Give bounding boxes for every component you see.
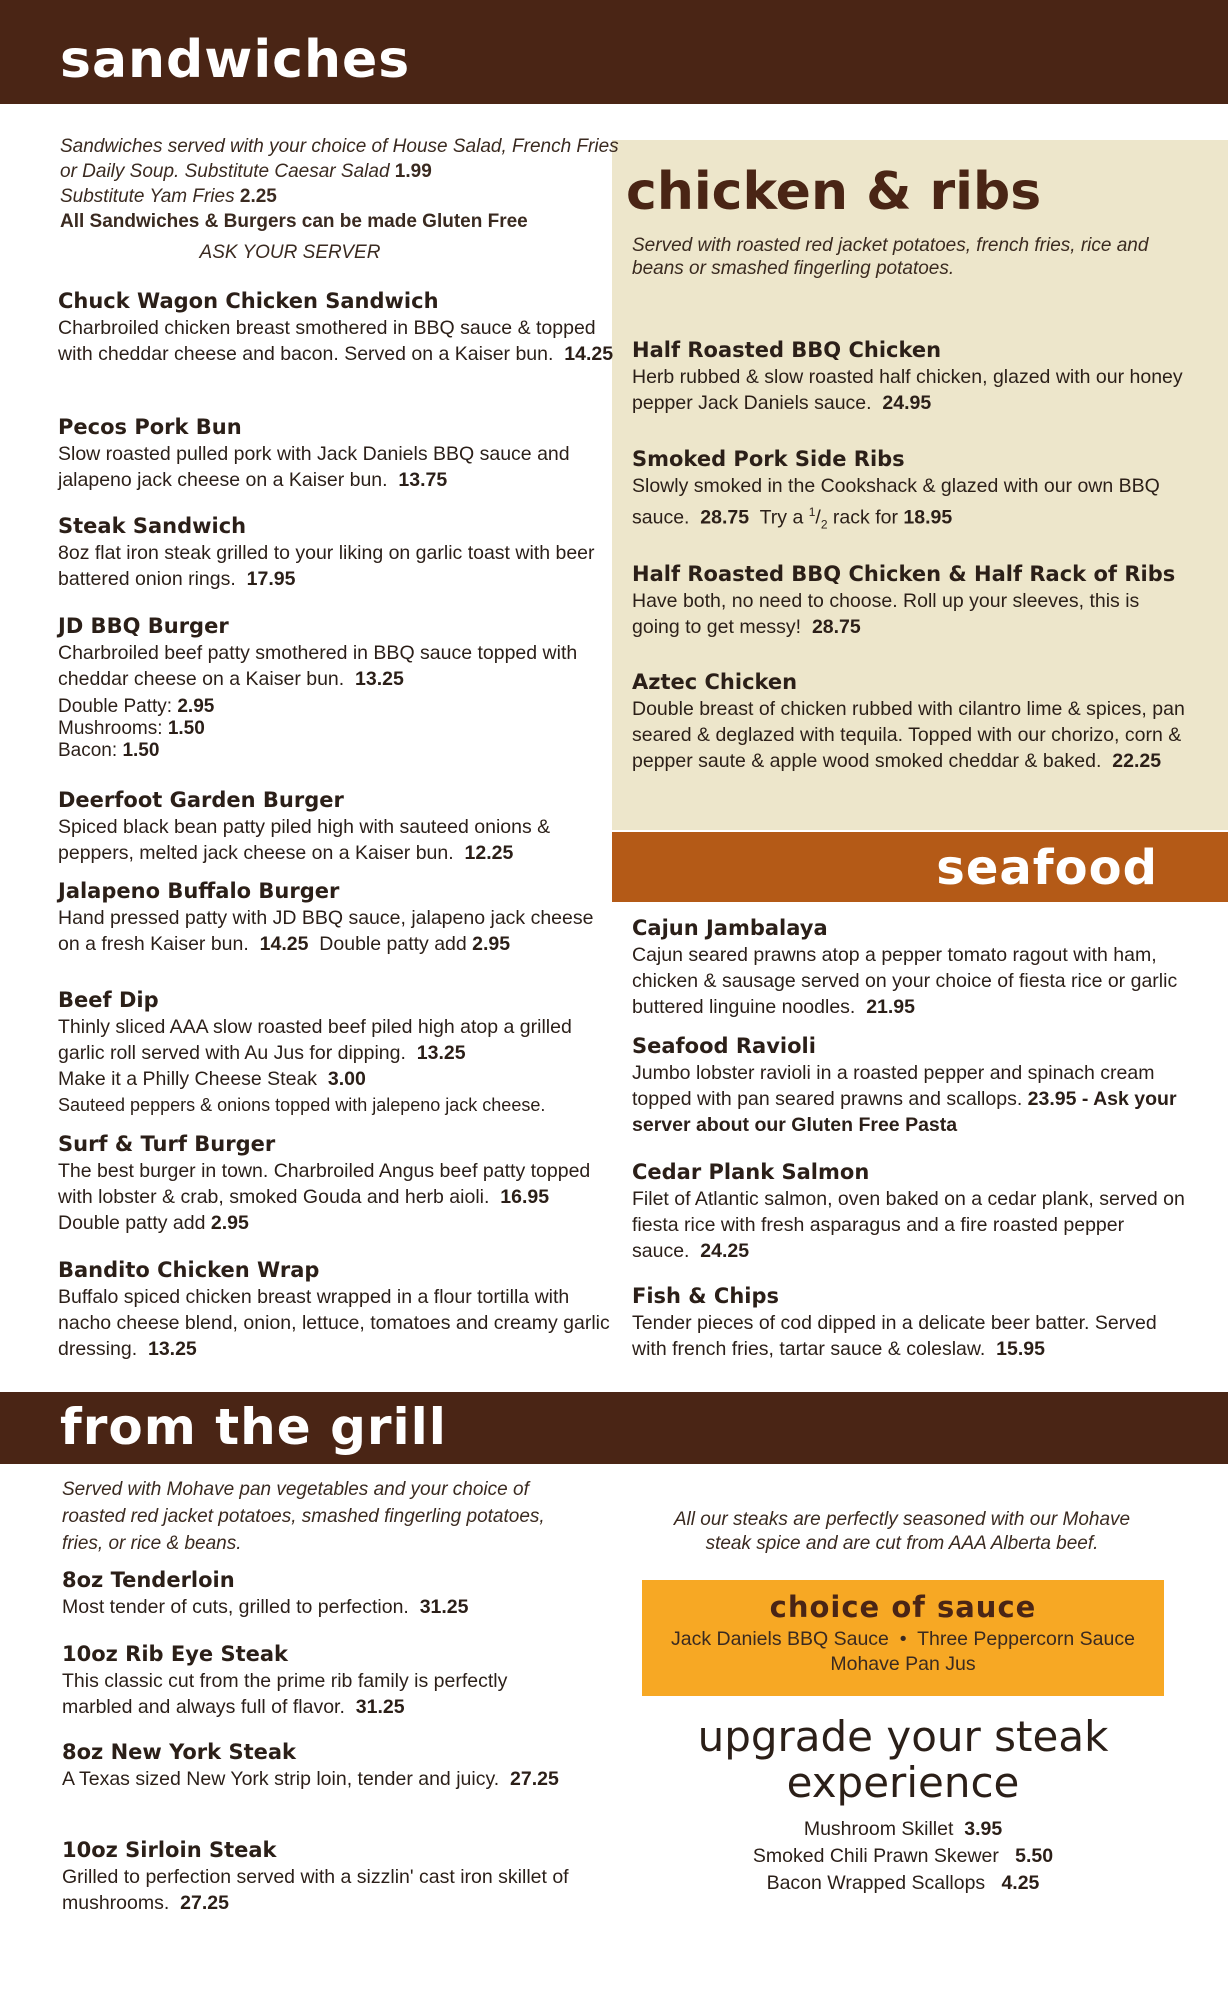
intro-line: or Daily Soup. Substitute Caesar Salad 1.99 bbox=[60, 161, 432, 182]
item-price: 27.25 bbox=[180, 1892, 229, 1914]
menu-item bbox=[62, 1836, 622, 1916]
seafood-header bbox=[612, 832, 1228, 902]
menu-item bbox=[632, 1032, 1192, 1138]
menu-item bbox=[632, 914, 1192, 1020]
grill-title: from the grill bbox=[60, 1398, 447, 1456]
item-price: 13.25 bbox=[416, 1042, 466, 1064]
item-price: 14.25 bbox=[564, 343, 614, 365]
item-desc: Charbroiled beef patty smothered in BBQ sauce topped with cheddar cheese on a Kaiser bun. bbox=[58, 642, 578, 690]
item-name: Smoked Pork Side Ribs bbox=[632, 447, 905, 471]
item-name: Half Roasted BBQ Chicken bbox=[632, 338, 942, 362]
menu-item bbox=[58, 986, 618, 1118]
item-desc: Slow roasted pulled pork with Jack Daniels BBQ sauce and jalapeno jack cheese on a Kaiser bun. bbox=[58, 443, 570, 491]
item-name: Cajun Jambalaya bbox=[632, 916, 828, 940]
gluten-free-note: - Ask your server about our Gluten Free Pasta bbox=[632, 1088, 1177, 1136]
item-price: 28.75 bbox=[811, 616, 861, 638]
bullet-icon: • bbox=[899, 1628, 907, 1650]
grill-intro: Served with Mohave pan vegetables and your choice of roasted red jacket potatoes, smashed fingerling potatoes, fries, or rice & beans. bbox=[62, 1479, 545, 1554]
item-price: 21.95 bbox=[866, 996, 915, 1018]
item-name: Fish & Chips bbox=[632, 1284, 780, 1308]
intro-line: Sandwiches served with your choice of House Salad, French Fries bbox=[60, 136, 619, 157]
item-desc: Most tender of cuts, grilled to perfection. bbox=[62, 1596, 409, 1618]
item-desc: Cajun seared prawns atop a pepper tomato ragout with ham, chicken & sausage served on your choice of fiesta rice or garlic buttered linguine noodles. bbox=[632, 944, 1178, 1018]
item-name: 8oz Tenderloin bbox=[62, 1568, 235, 1592]
item-desc: Double breast of chicken rubbed with cilantro lime & spices, pan seared & deglazed with tequila. Topped with our chorizo, corn & pepper saute & apple wood smoked cheddar & baked. bbox=[632, 698, 1185, 772]
upgrade-heading: upgrade your steak experience bbox=[697, 1712, 1109, 1807]
grill-header bbox=[0, 1392, 1228, 1464]
item-name: Cedar Plank Salmon bbox=[632, 1160, 870, 1184]
item-price: 13.75 bbox=[398, 469, 448, 491]
item-desc: Buffalo spiced chicken breast wrapped in a flour tortilla with nacho cheese blend, onion, lettuce, tomatoes and creamy garlic dressing. bbox=[58, 1286, 610, 1360]
item-desc: Charbroiled chicken breast smothered in BBQ sauce & topped with cheddar cheese and bacon. Served on a Kaiser bun. bbox=[58, 317, 596, 365]
item-desc: Spiced black bean patty piled high with sauteed onions & peppers, melted jack cheese on a Kaiser bun. bbox=[58, 816, 551, 864]
menu-item bbox=[632, 1158, 1192, 1264]
upgrade-item: Mushroom Skillet 3.95 bbox=[803, 1818, 1003, 1840]
menu-item: Smoked Pork Side Ribs Slowly smoked in the Cookshack & glazed with our own BBQ sauce. 28.75 Try a $^1/_2$ rack for 18.95 bbox=[632, 445, 1192, 537]
sauce-list: Jack Daniels BBQ Sauce • Three Peppercorn Sauce bbox=[671, 1628, 1135, 1650]
item-desc: Tender pieces of cod dipped in a delicate beer batter. Served with french fries, tartar sauce & coleslaw. bbox=[632, 1312, 1157, 1360]
item-desc: A Texas sized New York strip loin, tender and juicy. bbox=[62, 1768, 500, 1790]
item-name: JD BBQ Burger bbox=[58, 614, 229, 638]
item-price: 15.95 bbox=[996, 1338, 1045, 1360]
item-name: Beef Dip bbox=[58, 988, 159, 1012]
menu-item bbox=[632, 1282, 1192, 1362]
menu-item bbox=[632, 336, 1192, 416]
item-addon: Double patty add bbox=[319, 933, 467, 955]
item-desc: Herb rubbed & slow roasted half chicken, glazed with our honey pepper Jack Daniels sauce. bbox=[632, 366, 1183, 414]
item-name: Chuck Wagon Chicken Sandwich bbox=[58, 289, 439, 313]
menu-item bbox=[58, 512, 618, 592]
gluten-note: All Sandwiches & Burgers can be made Gluten Free bbox=[60, 211, 528, 232]
item-desc: 8oz flat iron steak grilled to your liking on garlic toast with beer battered onion rings. bbox=[58, 542, 595, 590]
sandwiches-header bbox=[0, 0, 1228, 104]
item-price: 24.95 bbox=[882, 392, 932, 414]
sauce-list: Mohave Pan Jus bbox=[830, 1653, 976, 1675]
item-extra: Mushrooms: 1.50 bbox=[58, 718, 205, 739]
menu-item bbox=[58, 877, 618, 957]
item-price: 31.25 bbox=[355, 1696, 405, 1718]
item-name: 8oz New York Steak bbox=[62, 1740, 296, 1764]
menu-item bbox=[58, 287, 618, 367]
sandwiches-intro bbox=[60, 134, 620, 265]
item-price: 13.25 bbox=[147, 1338, 197, 1360]
item-price: 14.25 bbox=[259, 933, 309, 955]
item-addon: Double patty add bbox=[58, 1212, 206, 1234]
menu-item bbox=[62, 1640, 582, 1720]
item-desc: Filet of Atlantic salmon, oven baked on a cedar plank, served on fiesta rice with fresh asparagus and a fire roasted pepper sauce. bbox=[632, 1188, 1185, 1262]
item-name: Half Roasted BBQ Chicken & Half Rack of Ribs bbox=[632, 562, 1176, 586]
upgrade-item: Smoked Chili Prawn Skewer 5.50 bbox=[752, 1845, 1054, 1867]
item-desc: Jumbo lobster ravioli in a roasted pepper and spinach cream topped with pan seared prawns and scallops. bbox=[632, 1062, 1155, 1110]
item-extra: Double Patty: 2.95 bbox=[58, 696, 215, 717]
addon-price: 2.95 bbox=[210, 1212, 249, 1234]
intro-line: Substitute Yam Fries 2.25 bbox=[60, 186, 277, 207]
item-price: 28.75 bbox=[700, 506, 750, 529]
item-desc: Slowly smoked in the Cookshack & glazed with our own BBQ sauce. bbox=[632, 475, 1160, 529]
item-desc: Have both, no need to choose. Roll up your sleeves, this is going to get messy! bbox=[632, 590, 1140, 638]
item-price: 27.25 bbox=[510, 1768, 559, 1790]
menu-item bbox=[62, 1566, 622, 1620]
menu-item bbox=[58, 786, 618, 866]
menu-item bbox=[58, 612, 618, 762]
item-price: 23.95 bbox=[1027, 1088, 1077, 1110]
menu-item bbox=[58, 1130, 618, 1236]
sandwiches-title: sandwiches bbox=[60, 30, 411, 90]
addon-price: 3.00 bbox=[327, 1068, 366, 1090]
chicken-ribs-title: chicken & ribs bbox=[626, 162, 1042, 222]
item-name: Seafood Ravioli bbox=[632, 1034, 816, 1058]
item-name: Surf & Turf Burger bbox=[58, 1132, 276, 1156]
menu-item bbox=[632, 560, 1192, 640]
item-name: Pecos Pork Bun bbox=[58, 415, 242, 439]
upgrade-item: Bacon Wrapped Scallops 4.25 bbox=[766, 1872, 1040, 1894]
chicken-ribs-intro: Served with roasted red jacket potatoes, french fries, rice and beans or smashed fingerling potatoes. bbox=[632, 235, 1149, 279]
item-desc: Hand pressed patty with JD BBQ sauce, jalapeno jack cheese on a fresh Kaiser bun. bbox=[58, 907, 594, 955]
sauce-box bbox=[642, 1580, 1164, 1696]
item-price: 17.95 bbox=[246, 568, 296, 590]
item-name: 10oz Sirloin Steak bbox=[62, 1838, 277, 1862]
item-desc: This classic cut from the prime rib family is perfectly marbled and always full of flavor. bbox=[62, 1670, 508, 1718]
item-price: 22.25 bbox=[1112, 750, 1162, 772]
item-addon: Make it a Philly Cheese Steak bbox=[58, 1068, 318, 1090]
item-note: Sauteed peppers & onions topped with jalepeno jack cheese. bbox=[58, 1095, 546, 1115]
item-price: 24.25 bbox=[700, 1240, 750, 1262]
item-desc: The best burger in town. Charbroiled Angus beef patty topped with lobster & crab, smoked Gouda and herb aioli. bbox=[58, 1160, 591, 1208]
half-rack-price: 18.95 bbox=[903, 506, 953, 529]
addon-price: 2.95 bbox=[472, 933, 511, 955]
item-desc: Grilled to perfection served with a sizzlin' cast iron skillet of mushrooms. bbox=[62, 1866, 569, 1914]
item-price: 13.25 bbox=[355, 668, 404, 690]
menu-item bbox=[58, 413, 618, 493]
item-extra: Bacon: 1.50 bbox=[58, 740, 160, 761]
item-name: Jalapeno Buffalo Burger bbox=[58, 879, 340, 903]
item-price: 31.25 bbox=[419, 1596, 469, 1618]
item-name: Steak Sandwich bbox=[58, 514, 247, 538]
item-name: Deerfoot Garden Burger bbox=[58, 788, 344, 812]
menu-item bbox=[58, 1256, 618, 1362]
menu-item bbox=[632, 668, 1192, 774]
item-desc: Thinly sliced AAA slow roasted beef piled high atop a grilled garlic roll served with Au Jus for dipping. bbox=[58, 1016, 572, 1064]
ask-server: ASK YOUR SERVER bbox=[199, 242, 381, 263]
item-name: Aztec Chicken bbox=[632, 670, 798, 694]
item-name: 10oz Rib Eye Steak bbox=[62, 1642, 289, 1666]
item-price: 12.25 bbox=[464, 842, 514, 864]
steak-note: All our steaks are perfectly seasoned with our Mohave steak spice and are cut from AAA Alberta beef. bbox=[673, 1509, 1131, 1554]
menu-item bbox=[62, 1738, 602, 1792]
item-name: Bandito Chicken Wrap bbox=[58, 1258, 320, 1282]
item-price: 16.95 bbox=[500, 1186, 550, 1208]
seafood-title: seafood bbox=[936, 840, 1158, 896]
upgrade-list bbox=[622, 1816, 1184, 1897]
sauce-title: choice of sauce bbox=[769, 1590, 1037, 1624]
